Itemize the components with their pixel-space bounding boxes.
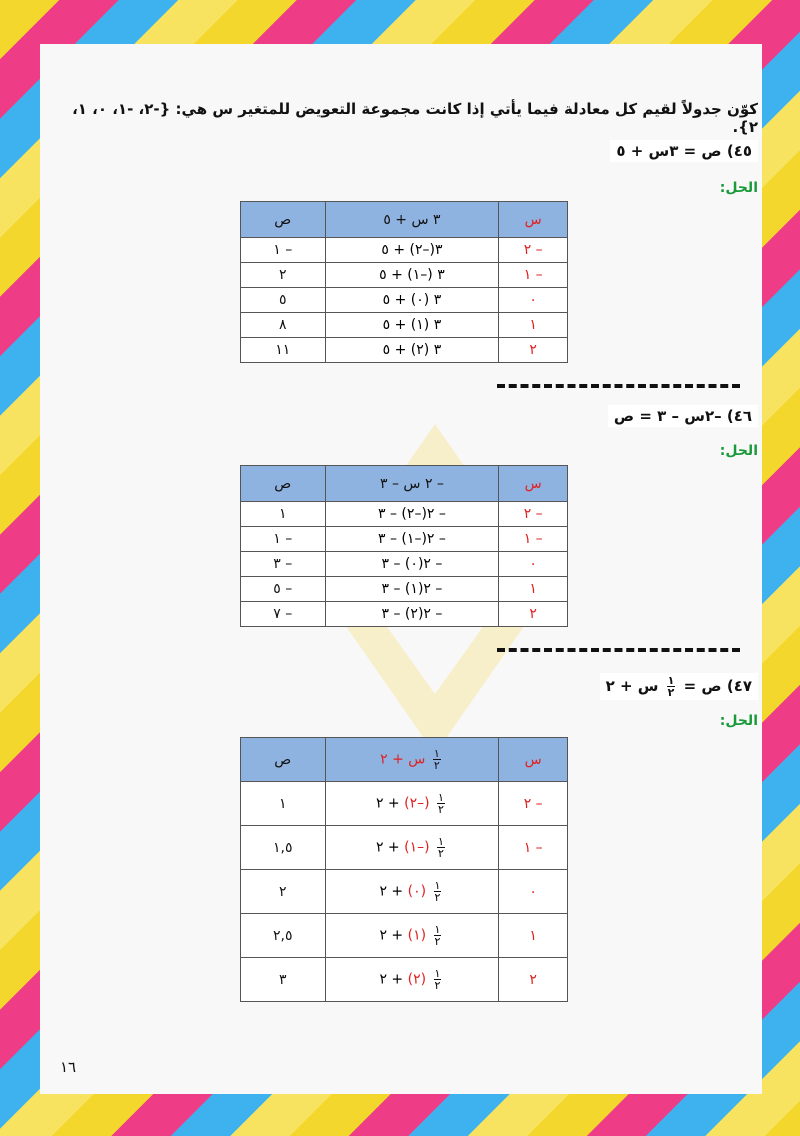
values-table-46 [240,465,568,627]
cell-x: ٢ [499,338,568,363]
table-row [241,313,568,338]
cell-x: – ٢ [499,782,568,826]
tail: + ٢ [375,795,400,812]
cell-expression: ٣ (٢) + ٥ [325,338,499,363]
cell-x: – ١ [499,826,568,870]
cell-y: ٨ [241,313,326,338]
cell-y: ٢,٥ [241,914,326,958]
cell-y: ٢ [241,870,326,914]
fraction-half [433,748,441,771]
table-row [241,870,568,914]
cell-y: – ١ [241,238,326,263]
cell-x: ٢ [499,958,568,1002]
problem-47 [600,673,758,700]
header-x: س [499,202,568,238]
table-row [241,782,568,826]
solution-label: الحل: [719,443,758,459]
cell-expression: – ٢(١) – ٣ [325,577,499,602]
values-table-45 [240,201,568,363]
cell-x: ٠ [499,552,568,577]
table-row [241,958,568,1002]
header-x: س [499,738,568,782]
cell-y: ١ [241,782,326,826]
header-expression: ٣ س + ٥ [325,202,499,238]
cell-x: ٠ [499,288,568,313]
cell-expression [325,782,499,826]
cell-x: – ١ [499,527,568,552]
fraction-numerator: ١ [433,747,440,760]
problem-equation: –٢س – ٣ = ص [613,407,722,425]
section-divider [497,384,740,388]
cell-y: ١ [241,502,326,527]
cell-y: ١١ [241,338,326,363]
fraction-numerator: ١ [667,674,675,687]
exercise-instructions: كوّن جدولاً لقيم كل معادلة فيما يأتي إذا كانت مجموعة التعويض للمتغير س هي: {-٢، -١، ٠، ١، ٢}. [72,100,758,136]
cell-y: – ٧ [241,602,326,627]
section-divider [497,648,740,652]
fraction-numerator: ١ [434,879,441,892]
argument: (٠) [407,883,427,900]
argument: (–٢) [404,795,430,812]
equation-prefix: ص = [683,677,722,695]
cell-x: – ٢ [499,502,568,527]
fraction-half [437,792,445,815]
cell-x: ٠ [499,870,568,914]
fraction-half [667,675,676,698]
tail: + ٢ [379,883,404,900]
cell-x: ١ [499,577,568,602]
fraction-denominator: ٢ [434,891,441,904]
cell-y: – ٥ [241,577,326,602]
fraction-numerator: ١ [438,835,444,848]
cell-x: – ٢ [499,238,568,263]
problem-number: ٤٥) [726,142,752,160]
cell-expression [325,958,499,1002]
cell-expression: – ٢(–٢) – ٣ [325,502,499,527]
fraction-half [434,880,442,903]
table-row [241,263,568,288]
table-row [241,914,568,958]
cell-expression: ٣(–٢) + ٥ [325,238,499,263]
fraction-denominator: ٢ [438,803,444,816]
cell-x: – ١ [499,263,568,288]
cell-y: – ٣ [241,552,326,577]
table-row [241,552,568,577]
header-expression [325,738,499,782]
cell-expression: ٣ (٠) + ٥ [325,288,499,313]
argument: (١) [407,927,427,944]
cell-x: ١ [499,914,568,958]
tail: + ٢ [379,927,404,944]
fraction-half [434,968,442,991]
table-row [241,577,568,602]
fraction-denominator: ٢ [434,979,441,992]
header-y: ص [241,202,326,238]
fraction-denominator: ٢ [434,935,441,948]
header-y: ص [241,738,326,782]
cell-y: ٣ [241,958,326,1002]
solution-label: الحل: [719,180,758,196]
header-x: س [499,466,568,502]
header-expression: – ٢ س – ٣ [325,466,499,502]
fraction-numerator: ١ [438,791,444,804]
header-y: ص [241,466,326,502]
fraction-half [434,924,442,947]
argument: (٢) [407,971,427,988]
cell-y: ٢ [241,263,326,288]
problem-number: ٤٧) [726,677,752,695]
table-row [241,338,568,363]
cell-expression: – ٢(٠) – ٣ [325,552,499,577]
tail: + ٢ [379,971,404,988]
cell-expression [325,914,499,958]
fraction-numerator: ١ [434,923,441,936]
argument: (–١) [404,839,430,856]
problem-46 [608,405,758,427]
cell-expression [325,870,499,914]
expr-suffix: س + ٢ [380,751,426,768]
cell-expression: ٣ (١) + ٥ [325,313,499,338]
values-table-47 [240,737,568,1002]
problem-equation: ص = ٣س + ٥ [616,142,722,160]
table-row [241,288,568,313]
cell-y: ٥ [241,288,326,313]
solution-label: الحل: [719,713,758,729]
cell-x: ١ [499,313,568,338]
table-row [241,238,568,263]
cell-y: ١,٥ [241,826,326,870]
table-row [241,826,568,870]
problem-number: ٤٦) [726,407,752,425]
fraction-denominator: ٢ [433,759,440,772]
fraction-half [437,836,445,859]
fraction-denominator: ٢ [438,847,444,860]
table-row [241,527,568,552]
problem-45 [610,140,758,162]
tail: + ٢ [375,839,400,856]
table-row [241,602,568,627]
table-row [241,502,568,527]
cell-expression: – ٢(–١) – ٣ [325,527,499,552]
fraction-numerator: ١ [434,967,441,980]
page-number: ١٦ [60,1058,77,1076]
cell-x: ٢ [499,602,568,627]
cell-expression: ٣ (–١) + ٥ [325,263,499,288]
cell-y: – ١ [241,527,326,552]
fraction-denominator: ٢ [667,686,675,699]
equation-suffix: س + ٢ [605,677,659,695]
cell-expression: – ٢(٢) – ٣ [325,602,499,627]
cell-expression [325,826,499,870]
